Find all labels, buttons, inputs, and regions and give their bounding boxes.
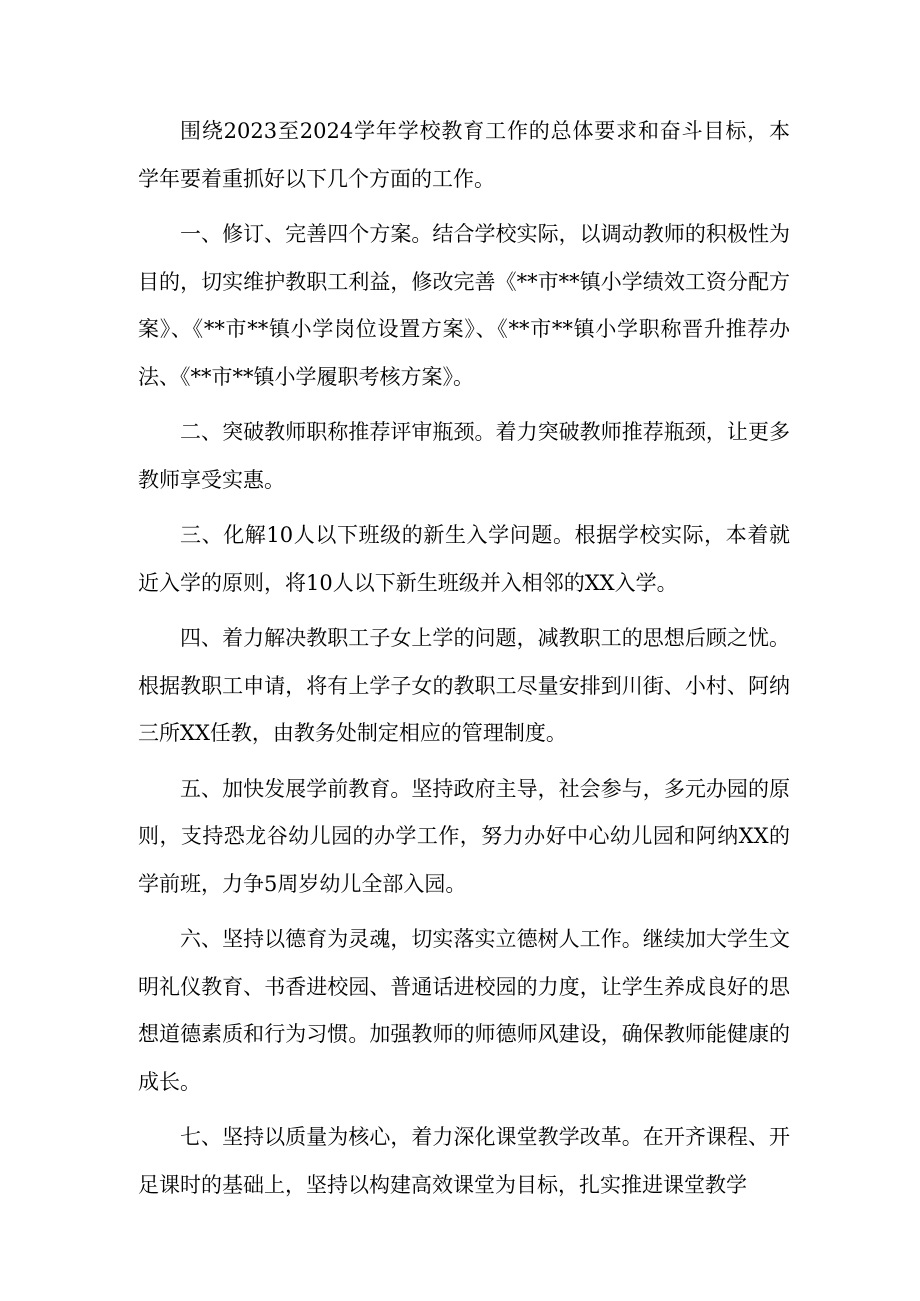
paragraph-item-7: 七、坚持以质量为核心，着力深化课堂教学改革。在开齐课程、开足课时的基础上，坚持以构建高效课堂为目标，扎实推进课堂教学 <box>138 1125 790 1197</box>
paragraph-item-6: 六、坚持以德育为灵魂，切实落实立德树人工作。继续加大学生文明礼仪教育、书香进校园、普通话进校园的力度，让学生养成良好的思想道德素质和行为习惯。加强教师的师德师风建设，确保教师能健康的成长。 <box>138 927 790 1094</box>
paragraph-item-4: 四、着力解决教职工子女上学的问题，减教职工的思想后顾之忧。根据教职工申请，将有上学子女的教职工尽量安排到川街、小村、阿纳三所XX任教，由教务处制定相应的管理制度。 <box>138 626 790 745</box>
paragraph-item-1: 一、修订、完善四个方案。结合学校实际，以调动教师的积极性为目的，切实维护教职工利益，修改完善《**市**镇小学绩效工资分配方案》、《**市**镇小学岗位设置方案》、《**市**镇小学职称晋升推荐办法、《**市**镇小学履职考核方案》。 <box>138 222 790 389</box>
paragraph-item-3: 三、化解10人以下班级的新生入学问题。根据学校实际，本着就近入学的原则，将10人以下新生班级并入相邻的XX入学。 <box>138 523 790 595</box>
paragraph-item-2: 二、突破教师职称推荐评审瓶颈。着力突破教师推荐瓶颈，让更多教师享受实惠。 <box>138 420 790 492</box>
paragraph-item-5: 五、加快发展学前教育。坚持政府主导，社会参与，多元办园的原则，支持恐龙谷幼儿园的办学工作，努力办好中心幼儿园和阿纳XX的学前班，力争5周岁幼儿全部入园。 <box>138 776 790 896</box>
intro-paragraph: 围绕2023至2024学年学校教育工作的总体要求和奋斗目标，本学年要着重抓好以下几个方面的工作。 <box>138 119 790 191</box>
document-body <box>138 108 790 1209</box>
